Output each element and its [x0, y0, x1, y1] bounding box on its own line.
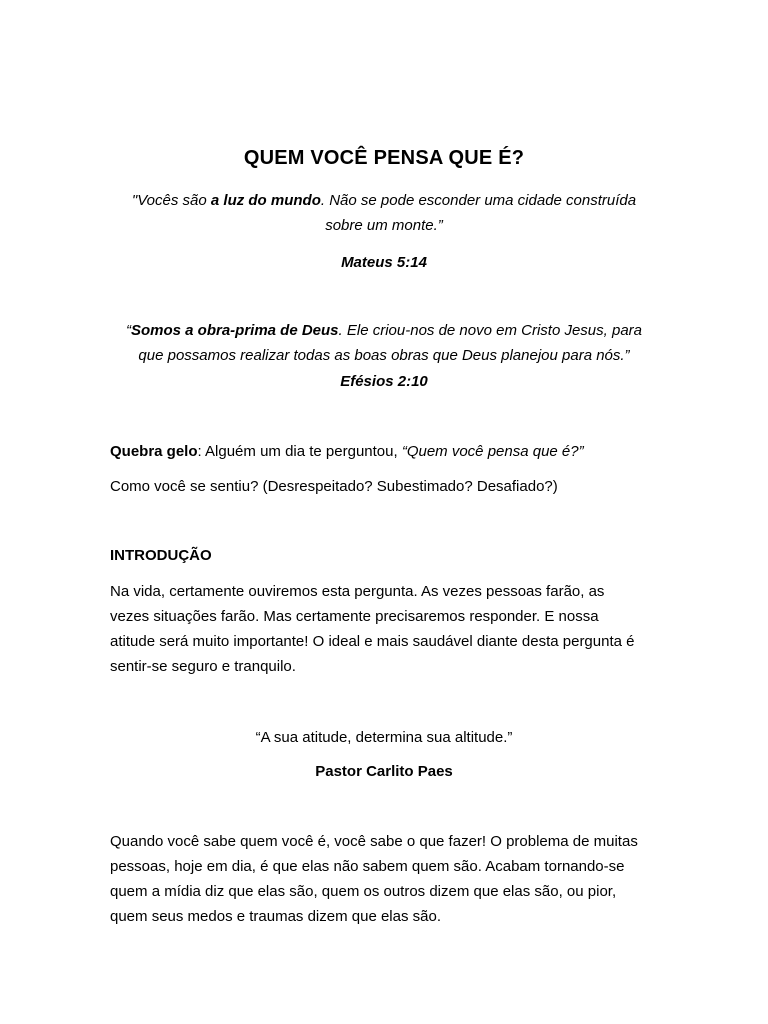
- icebreaker-question: “Quem você pensa que é?”: [401, 443, 584, 460]
- closing-line: quem a mídia diz que elas são, quem os outros dizem que elas são, ou pior,: [110, 883, 617, 900]
- introduction-line: atitude será muito importante! O ideal e mais saudável diante desta pergunta é: [110, 633, 635, 650]
- quote-author: Pastor Carlito Paes: [315, 763, 453, 780]
- closing-paragraph: [110, 829, 660, 929]
- introduction-paragraph: [110, 579, 660, 679]
- closing-line: Quando você sabe quem você é, você sabe o que fazer! O problema de muitas: [110, 833, 638, 850]
- page-title: QUEM VOCÊ PENSA QUE É?: [243, 147, 525, 169]
- icebreaker-line: Quebra gelo: Alguém um dia te perguntou, “Quem você pensa que é?”: [110, 443, 584, 460]
- verse-mateus-line1: "Vocês são a luz do mundo. Não se pode esconder uma cidade construída: [131, 192, 637, 209]
- verse-mateus-reference: Mateus 5:14: [341, 254, 427, 271]
- verse-mateus-highlight: a luz do mundo: [210, 192, 321, 209]
- icebreaker-followup: Como você se sentiu? (Desrespeitado? Subestimado? Desafiado?): [110, 478, 558, 495]
- verse-efesios-highlight: Somos a obra-prima de Deus: [130, 322, 339, 339]
- verse-mateus-line2: sobre um monte.”: [325, 217, 443, 234]
- attitude-quote: “A sua atitude, determina sua altitude.”: [255, 729, 513, 746]
- verse-efesios-line1: “Somos a obra-prima de Deus. Ele criou-nos de novo em Cristo Jesus, para: [125, 322, 643, 339]
- verse-efesios-line2: que possamos realizar todas as boas obras que Deus planejou para nós.”: [138, 347, 630, 364]
- introduction-heading: INTRODUÇÃO: [110, 547, 212, 564]
- verse-mateus: [100, 188, 668, 238]
- verse-efesios-reference: Efésios 2:10: [340, 373, 428, 390]
- introduction-line: Na vida, certamente ouviremos esta pergunta. As vezes pessoas farão, as: [110, 583, 605, 600]
- verse-efesios: [100, 318, 668, 368]
- closing-line: pessoas, hoje em dia, é que elas não sabem quem são. Acabam tornando-se: [110, 858, 625, 875]
- introduction-line: sentir-se seguro e tranquilo.: [110, 658, 296, 675]
- introduction-line: vezes situações farão. Mas certamente precisaremos responder. E nossa: [110, 608, 599, 625]
- icebreaker-label: Quebra gelo: [110, 443, 198, 460]
- closing-line: quem seus medos e traumas dizem que elas são.: [110, 908, 442, 925]
